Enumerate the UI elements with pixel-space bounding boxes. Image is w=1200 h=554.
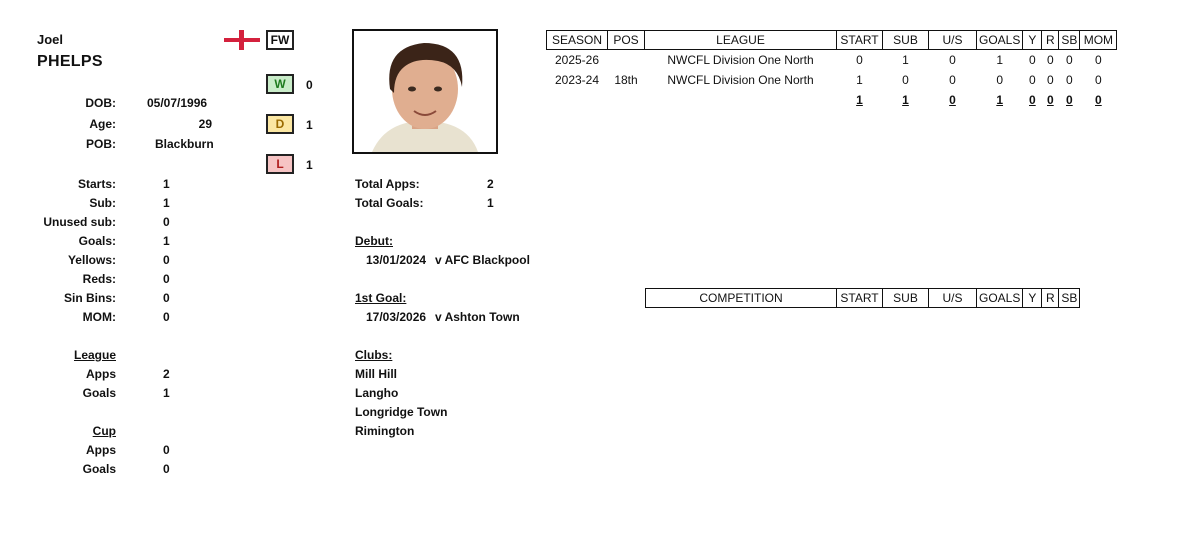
table-cell — [547, 90, 608, 110]
england-flag-icon — [224, 30, 260, 50]
league-heading: League — [73, 348, 116, 362]
draws-value: 1 — [306, 118, 313, 132]
sin-bins-value: 0 — [163, 291, 170, 305]
col-header: SUB — [883, 31, 929, 50]
dob-label: DOB: — [85, 96, 116, 110]
pob-label: POB: — [86, 137, 116, 151]
table-cell: 18th — [614, 73, 638, 87]
col-header: POS — [608, 31, 645, 50]
table-cell: 0 — [1029, 93, 1036, 107]
table-cell — [645, 90, 837, 110]
debut-opponent: v AFC Blackpool — [435, 253, 530, 267]
col-header: U/S — [929, 31, 977, 50]
player-photo — [352, 29, 498, 154]
total-apps-value: 2 — [487, 177, 494, 191]
debut-date: 13/01/2024 — [366, 253, 427, 267]
reds-label: Reds: — [82, 272, 116, 286]
table-cell: 0 — [1095, 93, 1102, 107]
table-cell: 1 — [902, 53, 909, 67]
club-item: Longridge Town — [355, 405, 448, 419]
table-cell: 1 — [856, 73, 863, 87]
cup-section — [0, 424, 200, 479]
player-first-name: Joel — [37, 32, 64, 47]
table-cell: 2023-24 — [554, 73, 600, 87]
cup-heading: Cup — [92, 424, 116, 438]
col-header: U/S — [929, 289, 977, 308]
season-table-header — [547, 31, 1117, 50]
col-header: SB — [1059, 31, 1080, 50]
table-cell: 0 — [1047, 93, 1054, 107]
table-cell: 0 — [1095, 73, 1102, 87]
table-cell: 0 — [1095, 53, 1102, 67]
yellows-value: 0 — [163, 253, 170, 267]
mom-value: 0 — [163, 310, 170, 324]
table-cell: NWCFL Division One North — [667, 53, 814, 67]
table-cell: 0 — [949, 53, 956, 67]
cup-apps-value: 0 — [163, 443, 170, 457]
goals-value: 1 — [163, 234, 170, 248]
competition-stats-table — [645, 288, 1080, 308]
cup-goals-value: 0 — [163, 462, 170, 476]
league-apps-label: Apps — [86, 367, 116, 381]
starts-label: Starts: — [77, 177, 116, 191]
sub-value: 1 — [163, 196, 170, 210]
table-cell: 0 — [949, 73, 956, 87]
table-cell — [608, 90, 645, 110]
goals-label: Goals: — [78, 234, 116, 248]
table-cell: 1 — [856, 93, 863, 107]
table-cell: 0 — [902, 73, 909, 87]
league-goals-value: 1 — [163, 386, 170, 400]
losses-badge: L — [266, 154, 294, 174]
table-cell: 0 — [1066, 73, 1073, 87]
yellows-label: Yellows: — [67, 253, 116, 267]
table-row — [547, 50, 1117, 71]
table-cell: 0 — [856, 53, 863, 67]
age-value: 29 — [198, 117, 212, 131]
table-cell: 0 — [1047, 53, 1054, 67]
table-cell: 1 — [996, 53, 1004, 67]
pob-value: Blackburn — [155, 137, 214, 151]
player-portrait-icon — [354, 31, 496, 152]
unused-sub-value: 0 — [163, 215, 170, 229]
bio-section — [0, 96, 260, 156]
club-item: Mill Hill — [355, 367, 397, 381]
club-item: Rimington — [355, 424, 415, 438]
table-cell: 0 — [1066, 53, 1073, 67]
dob-value: 05/07/1996 — [147, 96, 208, 110]
stats-section — [0, 177, 200, 337]
wins-value: 0 — [306, 78, 313, 92]
col-header: R — [1042, 31, 1059, 50]
table-cell — [608, 50, 645, 71]
draws-badge: D — [266, 114, 294, 134]
unused-sub-label: Unused sub: — [43, 215, 116, 229]
club-item: Langho — [355, 386, 399, 400]
col-header: Y — [1023, 289, 1042, 308]
cup-goals-label: Goals — [82, 462, 116, 476]
first-goal-date: 17/03/2026 — [366, 310, 427, 324]
col-header: GOALS — [977, 289, 1023, 308]
league-goals-label: Goals — [82, 386, 116, 400]
wins-badge: W — [266, 74, 294, 94]
losses-value: 1 — [306, 158, 313, 172]
sub-label: Sub: — [89, 196, 116, 210]
position-badge: FW — [266, 30, 294, 50]
total-apps-label: Total Apps: — [355, 177, 420, 191]
col-header: R — [1042, 289, 1059, 308]
debut-heading: Debut: — [355, 234, 393, 248]
competition-table-header — [646, 289, 1080, 308]
table-row — [547, 70, 1117, 90]
table-cell: 0 — [1066, 93, 1073, 107]
total-goals-label: Total Goals: — [355, 196, 424, 210]
col-header: SEASON — [547, 31, 608, 50]
table-cell: 1 — [996, 93, 1004, 107]
table-cell: 0 — [996, 73, 1004, 87]
col-header: SUB — [883, 289, 929, 308]
col-header: START — [837, 289, 883, 308]
table-cell: NWCFL Division One North — [667, 73, 814, 87]
col-header: LEAGUE — [645, 31, 837, 50]
clubs-heading: Clubs: — [355, 348, 393, 362]
col-header: Y — [1023, 31, 1042, 50]
starts-value: 1 — [163, 177, 170, 191]
col-header: START — [837, 31, 883, 50]
col-header: COMPETITION — [646, 289, 837, 308]
col-header: GOALS — [977, 31, 1023, 50]
first-goal-heading: 1st Goal: — [355, 291, 407, 305]
sin-bins-label: Sin Bins: — [63, 291, 116, 305]
col-header: MOM — [1080, 31, 1117, 50]
total-goals-value: 1 — [487, 196, 494, 210]
col-header: SB — [1059, 289, 1080, 308]
league-apps-value: 2 — [163, 367, 170, 381]
table-cell: 0 — [949, 93, 956, 107]
reds-value: 0 — [163, 272, 170, 286]
first-goal-opponent: v Ashton Town — [435, 310, 520, 324]
table-cell: 2025-26 — [554, 53, 600, 67]
table-cell: 0 — [1029, 73, 1036, 87]
table-cell: 0 — [1047, 73, 1054, 87]
season-stats-table — [546, 30, 1117, 110]
table-cell: 0 — [1029, 53, 1036, 67]
mom-label: MOM: — [82, 310, 116, 324]
season-totals-row — [547, 90, 1117, 110]
league-section — [0, 348, 200, 403]
table-cell: 1 — [902, 93, 909, 107]
cup-apps-label: Apps — [86, 443, 116, 457]
age-label: Age: — [89, 117, 116, 131]
player-last-name: PHELPS — [37, 53, 103, 70]
